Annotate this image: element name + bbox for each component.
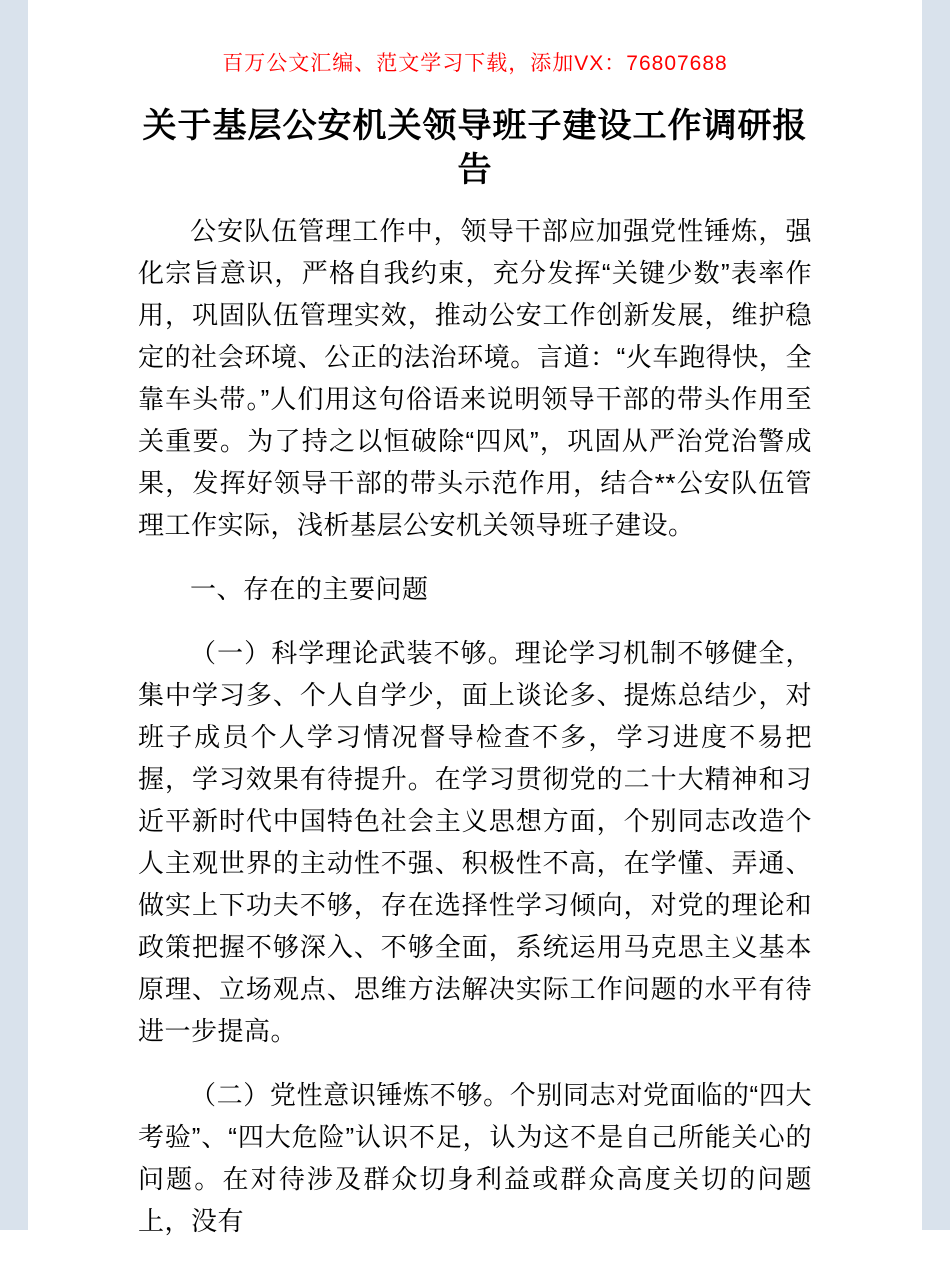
page-edge-left	[0, 0, 28, 1230]
paragraph-intro: 公安队伍管理工作中，领导干部应加强党性锤炼，强化宗旨意识，严格自我约束，充分发挥“关键少数”表率作用，巩固队伍管理实效，推动公安工作创新发展，维护稳定的社会环境、公正的法治环境。言道：“火车跑得快，全靠车头带。”人们用这句俗语来说明领导干部的带头作用至关重要。为了持之以恒破除“四风”，巩固从严治党治警成果，发挥好领导干部的带头示范作用，结合**公安队伍管理工作实际，浅析基层公安机关领导班子建设。	[138, 216, 812, 540]
document-page	[138, 0, 812, 1264]
document-title: 关于基层公安机关领导班子建设工作调研报告	[142, 107, 808, 189]
page-edge-right	[922, 0, 950, 1230]
paragraph-problem-1: （一）科学理论武装不够。理论学习机制不够健全，集中学习多、个人自学少，面上谈论多、提炼总结少，对班子成员个人学习情况督导检查不多，学习进度不易把握，学习效果有待提升。在学习贯彻党的二十大精神和习近平新时代中国特色社会主义思想方面，个别同志改造个人主观世界的主动性不强、积极性不高，在学懂、弄通、做实上下功夫不够，存在选择性学习倾向，对党的理论和政策把握不够深入、不够全面，系统运用马克思主义基本原理、立场观点、思维方法解决实际工作问题的水平有待进一步提高。	[138, 638, 812, 1046]
section-heading-1: 一、存在的主要问题	[190, 574, 429, 604]
promo-notice: 百万公文汇编、范文学习下载，添加VX：76807688	[222, 52, 728, 75]
paragraph-problem-2: （二）党性意识锤炼不够。个别同志对党面临的“四大考验”、“四大危险”认识不足，认为这不是自己所能关心的问题。在对待涉及群众切身利益或群众高度关切的问题上，没有	[138, 1080, 812, 1236]
